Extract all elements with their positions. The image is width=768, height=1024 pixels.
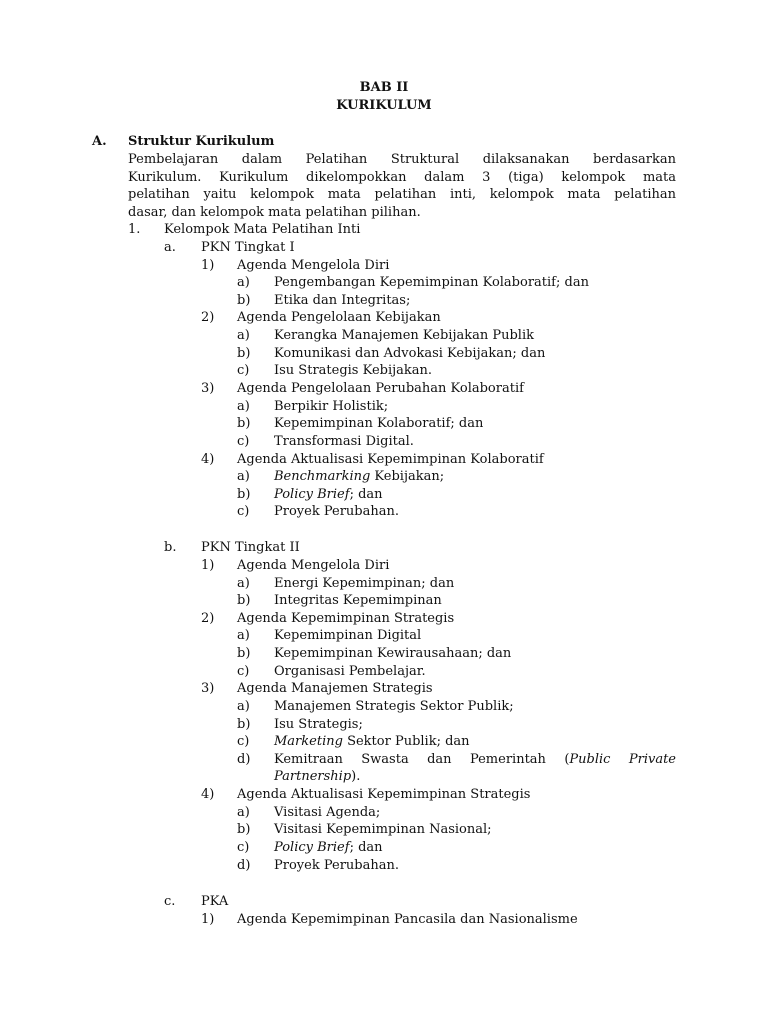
paragraph-line: Kurikulum. Kurikulum dikelompokkan dalam 3 (tiga) kelompok mata: [128, 170, 676, 185]
italic-term: Policy Brief: [274, 487, 350, 502]
list-marker: a): [237, 469, 250, 484]
list-item: Energi Kepemimpinan; dan: [274, 576, 455, 591]
list-marker: b): [237, 293, 251, 308]
section-heading: Struktur Kurikulum: [128, 134, 275, 149]
chapter-subtitle: KURIKULUM: [336, 98, 432, 113]
paragraph-line: Pembelajaran dalam Pelatihan Struktural dilaksanakan berdasarkan: [128, 152, 676, 167]
list-marker: b): [237, 346, 251, 361]
list-item: Benchmarking Kebijakan;: [274, 469, 445, 484]
list-item: Policy Brief; dan: [274, 840, 383, 855]
list-item-label: PKN Tingkat II: [201, 540, 300, 555]
list-marker: b): [237, 416, 251, 431]
agenda-label: Agenda Aktualisasi Kepemimpinan Kolaboratif: [237, 452, 544, 467]
list-marker: b): [237, 487, 251, 502]
list-item: Isu Strategis Kebijakan.: [274, 363, 433, 378]
agenda-label: Agenda Mengelola Diri: [237, 558, 390, 573]
agenda-label: Agenda Pengelolaan Perubahan Kolaboratif: [237, 381, 524, 396]
list-marker: 4): [201, 452, 215, 467]
list-item-continuation: Partnership).: [274, 769, 361, 784]
list-item-label: Kelompok Mata Pelatihan Inti: [164, 222, 361, 237]
list-marker: c): [237, 734, 250, 749]
section-marker: A.: [92, 134, 107, 149]
list-marker: 3): [201, 381, 215, 396]
list-item: Kepemimpinan Kolaboratif; dan: [274, 416, 484, 431]
list-marker: c): [237, 504, 250, 519]
list-marker: 4): [201, 787, 215, 802]
list-marker: 1.: [128, 222, 141, 237]
list-item: Proyek Perubahan.: [274, 504, 399, 519]
agenda-label: Agenda Kepemimpinan Pancasila dan Nasionalisme: [237, 912, 578, 927]
list-item: Integritas Kepemimpinan: [274, 593, 442, 608]
agenda-label: Agenda Pengelolaan Kebijakan: [237, 310, 441, 325]
paragraph-line: pelatihan yaitu kelompok mata pelatihan inti, kelompok mata pelatihan: [128, 187, 676, 202]
list-item-label: PKA: [201, 894, 229, 909]
list-item: Berpikir Holistik;: [274, 399, 389, 414]
list-item: Marketing Sektor Publik; dan: [274, 734, 470, 749]
list-marker: b): [237, 822, 251, 837]
list-marker: c): [237, 434, 250, 449]
list-marker: a.: [164, 240, 176, 255]
agenda-label: Agenda Manajemen Strategis: [237, 681, 433, 696]
italic-term: Policy Brief: [274, 840, 350, 855]
list-item: Kepemimpinan Digital: [274, 628, 422, 643]
italic-term: Partnership: [274, 769, 352, 784]
list-marker: 3): [201, 681, 215, 696]
list-marker: a): [237, 399, 250, 414]
list-item: Etika dan Integritas;: [274, 293, 411, 308]
list-item-label: PKN Tingkat I: [201, 240, 295, 255]
list-item: Komunikasi dan Advokasi Kebijakan; dan: [274, 346, 546, 361]
list-marker: a): [237, 576, 250, 591]
italic-term: Marketing: [274, 734, 343, 749]
list-item: Kepemimpinan Kewirausahaan; dan: [274, 646, 512, 661]
list-marker: b): [237, 593, 251, 608]
list-marker: a): [237, 805, 250, 820]
list-item: Visitasi Agenda;: [274, 805, 381, 820]
agenda-label: Agenda Kepemimpinan Strategis: [237, 611, 455, 626]
agenda-label: Agenda Mengelola Diri: [237, 258, 390, 273]
list-item: Visitasi Kepemimpinan Nasional;: [274, 822, 492, 837]
list-item: Pengembangan Kepemimpinan Kolaboratif; dan: [274, 275, 589, 290]
chapter-title: BAB II: [359, 80, 409, 95]
list-item: Kerangka Manajemen Kebijakan Publik: [274, 328, 534, 343]
paragraph-line: dasar, dan kelompok mata pelatihan pilihan.: [128, 205, 421, 220]
list-marker: b.: [164, 540, 177, 555]
list-item: Kemitraan Swasta dan Pemerintah (Public Private: [274, 752, 676, 767]
list-marker: c): [237, 363, 250, 378]
list-marker: a): [237, 628, 250, 643]
list-marker: 1): [201, 258, 215, 273]
list-item: Transformasi Digital.: [274, 434, 414, 449]
list-marker: 2): [201, 310, 215, 325]
italic-term: Public Private: [569, 752, 676, 767]
list-marker: 1): [201, 558, 215, 573]
list-marker: c.: [164, 894, 176, 909]
list-item: Manajemen Strategis Sektor Publik;: [274, 699, 514, 714]
list-marker: 1): [201, 912, 215, 927]
list-marker: b): [237, 646, 251, 661]
list-marker: d): [237, 752, 251, 767]
agenda-label: Agenda Aktualisasi Kepemimpinan Strategis: [237, 787, 531, 802]
list-item: Policy Brief; dan: [274, 487, 383, 502]
list-marker: 2): [201, 611, 215, 626]
list-marker: c): [237, 664, 250, 679]
list-item: Proyek Perubahan.: [274, 858, 399, 873]
list-marker: a): [237, 328, 250, 343]
list-item: Isu Strategis;: [274, 717, 363, 732]
italic-term: Benchmarking: [274, 469, 371, 484]
list-marker: d): [237, 858, 251, 873]
list-marker: b): [237, 717, 251, 732]
list-item: Organisasi Pembelajar.: [274, 664, 426, 679]
list-marker: c): [237, 840, 250, 855]
list-marker: a): [237, 275, 250, 290]
list-marker: a): [237, 699, 250, 714]
